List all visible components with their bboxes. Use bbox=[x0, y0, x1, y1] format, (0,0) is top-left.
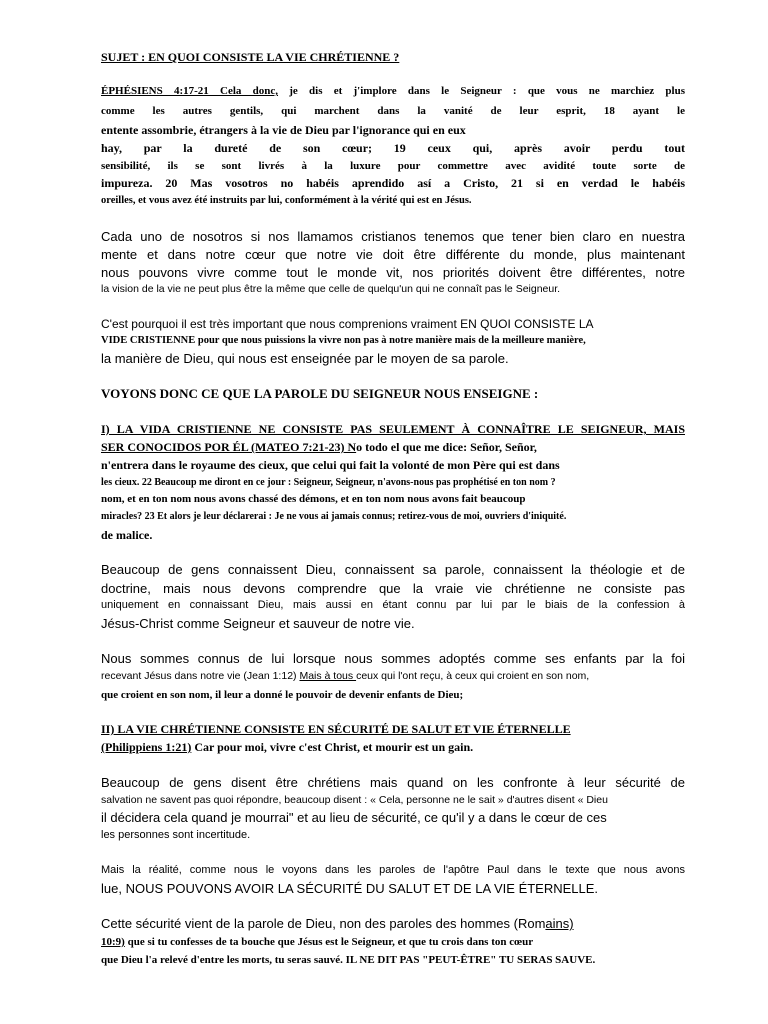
para1-line-3: nous pouvons vivre comme tout le monde vit, nos priorités doivent être différentes, notre bbox=[101, 265, 685, 280]
section2-reference: (Philippiens 1:21) bbox=[101, 740, 192, 754]
ephesians-line-7: oreilles, et vous avez été instruits par lui, conformément à la vérité qui est en Jésus. bbox=[101, 195, 472, 206]
section1-verse-line-4: miracles? 23 Et alors je leur déclarerai : Je ne vous ai jamais connus; retirez-vous de moi, ouvriers d'iniquité. bbox=[101, 511, 567, 522]
ephesians-reference: ÉPHÉSIENS 4:17-21 Cela donc, bbox=[101, 85, 279, 97]
para1-line-1: Cada uno de nosotros si nos llamamos cristianos tenemos que tener bien claro en nuestra bbox=[101, 229, 685, 244]
section1-verse-line-3: nom, et en ton nom nous avons chassé des démons, et en ton nom nous avons fait beaucoup bbox=[101, 493, 526, 505]
section1-para2-line-1: Nous sommes connus de lui lorsque nous sommes adoptés comme ses enfants par la foi bbox=[101, 651, 685, 666]
section1-para1-line-4: Jésus-Christ comme Seigneur et sauveur de notre vie. bbox=[101, 616, 415, 631]
ephesians-line-6: impureza. 20 Mas vosotros no habéis aprendido así a Cristo, 21 si en verdad le habéis bbox=[101, 176, 685, 190]
para2-line-2: VIDE CRISTIENNE pour que nous puissions la vivre non pas à notre manière mais de la meilleure manière, bbox=[101, 335, 586, 346]
section1-verse-line-5: de malice. bbox=[101, 528, 153, 542]
section1-verse-line-2: les cieux. 22 Beaucoup me diront en ce jour : Seigneur, Seigneur, n'avons-nous pas prophétisé en ton nom ? bbox=[101, 477, 556, 488]
section1-para1-line-2: doctrine, mais nous devons comprendre que la vraie vie chrétienne ne consiste pas bbox=[101, 581, 685, 596]
section1-title-line-1: I) LA VIDA CRISTIENNE NE CONSISTE PAS SEULEMENT À CONNAÎTRE LE SEIGNEUR, MAIS bbox=[101, 422, 685, 436]
ephesians-line-5: sensibilité, ils se sont livrés à la luxure pour commettre avec avidité toute sorte de bbox=[101, 160, 685, 172]
ephesians-line-2: comme les autres gentils, qui marchent dans la vanité de leur esprit, 18 ayant le bbox=[101, 105, 685, 117]
ephesians-line-3: entente assombrie, étrangers à la vie de Dieu par l'ignorance qui en eux bbox=[101, 123, 466, 137]
section1-para2-line-3: que croient en son nom, il leur a donné le pouvoir de devenir enfants de Dieu; bbox=[101, 689, 464, 701]
section2-para2-line-2: lue, NOUS POUVONS AVOIR LA SÉCURITÉ DU SALUT ET DE LA VIE ÉTERNELLE. bbox=[101, 881, 599, 896]
section1-para1-line-1: Beaucoup de gens connaissent Dieu, connaissent sa parole, connaissent la théologie et de bbox=[101, 562, 685, 577]
para2-line-3: la manière de Dieu, qui nous est enseignée par le moyen de sa parole. bbox=[101, 351, 509, 366]
section1-title-line-2: SER CONOCIDOS POR ÉL (MATEO 7:21-23) No todo el que me dice: Señor, Señor, bbox=[101, 440, 537, 454]
ephesians-line-1: ÉPHÉSIENS 4:17-21 Cela donc, je dis et j'implore dans le Seigneur : que vous ne marchiez plus bbox=[101, 85, 685, 97]
section1-reference: SER CONOCIDOS POR ÉL (MATEO 7:21-23) N bbox=[101, 440, 357, 454]
romans-reference: 10:9) bbox=[101, 936, 125, 948]
para1-line-2: mente et dans notre cœur que notre vie doit être différente du monde, plus maintenant bbox=[101, 247, 685, 262]
ephesians-line-4: hay, par la dureté de son cœur; 19 ceux qui, après avoir perdu tout bbox=[101, 141, 685, 155]
para1-line-4: la vision de la vie ne peut plus être la même que celle de quelqu'un qui ne connaît pas le Seigneur. bbox=[101, 283, 561, 295]
section1-verse-line-1: n'entrera dans le royaume des cieux, que celui qui fait la volonté de mon Père qui est dans bbox=[101, 458, 560, 472]
section1-para2-line-2: recevant Jésus dans notre vie (Jean 1:12) Mais à tous ceux qui l'ont reçu, à ceux qui croient en son nom, bbox=[101, 670, 590, 682]
section2-para1-line-4: les personnes sont incertitude. bbox=[101, 829, 251, 841]
document-title: SUJET : EN QUOI CONSISTE LA VIE CHRÉTIENNE ? bbox=[101, 50, 400, 64]
section2-para1-line-1: Beaucoup de gens disent être chrétiens mais quand on les confronte à leur sécurité de bbox=[101, 775, 685, 790]
section2-para3-line-2: 10:9) que si tu confesses de ta bouche que Jésus est le Seigneur, et que tu crois dans ton cœur bbox=[101, 936, 534, 948]
section2-para1-line-3: il décidera cela quand je mourrai" et au lieu de sécurité, ce qu'il y a dans le cœur de ces bbox=[101, 810, 607, 825]
para2-line-1: C'est pourquoi il est très important que nous comprenions vraiment EN QUOI CONSISTE LA bbox=[101, 317, 594, 331]
section-heading: VOYONS DONC CE QUE LA PAROLE DU SEIGNEUR NOUS ENSEIGNE : bbox=[101, 386, 539, 401]
section2-para2-line-1: Mais la réalité, comme nous le voyons dans les paroles de l'apôtre Paul dans le texte que nous avons bbox=[101, 864, 685, 876]
section2-title-line-1: II) LA VIE CHRÉTIENNE CONSISTE EN SÉCURITÉ DE SALUT ET VIE ÉTERNELLE bbox=[101, 722, 571, 736]
section2-title-line-2: (Philippiens 1:21) Car pour moi, vivre c'est Christ, et mourir est un gain. bbox=[101, 740, 474, 754]
section1-para1-line-3: uniquement en connaissant Dieu, mais aussi en étant connu par lui par le biais de la confession à bbox=[101, 599, 685, 611]
section2-para3-line-3: que Dieu l'a relevé d'entre les morts, tu seras sauvé. IL NE DIT PAS "PEUT-ÊTRE" TU SERAS SAUVE. bbox=[101, 954, 596, 966]
section2-para3-line-1: Cette sécurité vient de la parole de Dieu, non des paroles des hommes (Romains) bbox=[101, 916, 574, 931]
section2-para1-line-2: salvation ne savent pas quoi répondre, beaucoup disent : « Cela, personne ne le sait » d'autres disent « Dieu bbox=[101, 794, 608, 806]
